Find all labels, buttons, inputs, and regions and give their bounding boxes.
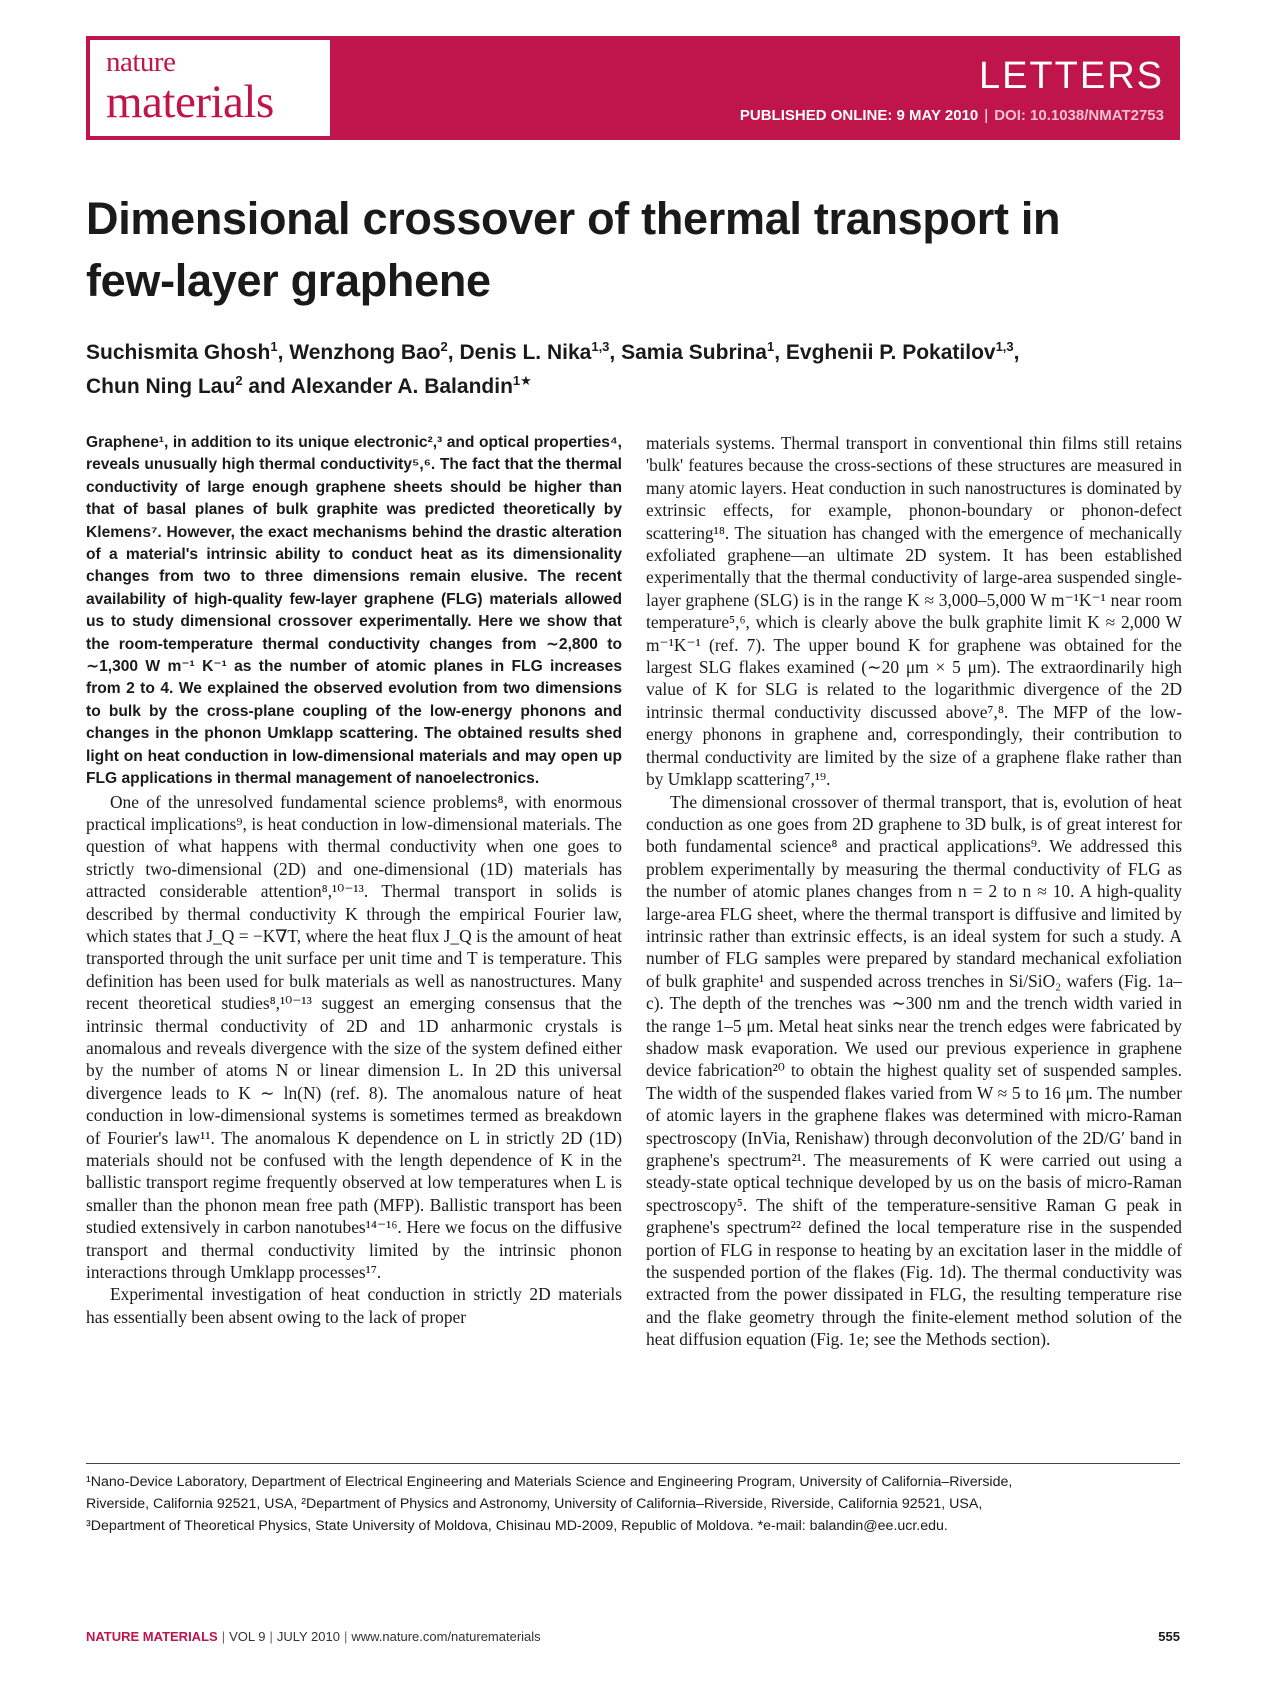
logo-word-materials: materials xyxy=(106,76,274,128)
author-name: Wenzhong Bao xyxy=(289,341,441,364)
text-column-right xyxy=(646,432,1182,1351)
body-paragraph: materials systems. Thermal transport in conventional thin films still retains 'bulk' features because the cross-sections of these structures are measured in many atomic layers. Heat conduction in such nanostructures is dominated by extrinsic effects, for example, phonon-boundary or phonon-defect scattering¹⁸. The situation has changed with the emergence of mechanically exfoliated graphene—an ultimate 2D system. It has been established experimentally that the thermal conductivity of large-area suspended single-layer graphene (SLG) is in the range K ≈ 3,000–5,000 W m⁻¹K⁻¹ near room temperature⁵,⁶, which is clearly above the bulk graphite limit K ≈ 2,000 W m⁻¹K⁻¹ (ref. 7). The upper bound K for graphene was obtained for the largest SLG flakes examined (∼20 μm × 5 μm). The extraordinarily high value of K for SLG is related to the logarithmic divergence of the 2D intrinsic thermal conductivity discussed above⁷,⁸. The MFP of the low-energy phonons in graphene and, correspondingly, their contribution to thermal conductivity are limited by the size of a graphene flake rather than by Umklapp scattering⁷,¹⁹. xyxy=(646,433,1182,790)
footer-separator: | xyxy=(269,1629,273,1644)
published-date: PUBLISHED ONLINE: 9 MAY 2010 xyxy=(739,107,979,124)
author-separator: and xyxy=(242,375,291,398)
author-affiliation: 1,3 xyxy=(995,339,1014,354)
text-column-left xyxy=(86,432,622,1328)
author-name: Evghenii P. Pokatilov xyxy=(785,341,996,364)
affiliation-line: ¹Nano-Device Laboratory, Department of Electrical Engineering and Materials Science and Engineering Program, University of California–Riverside, xyxy=(86,1474,1013,1490)
author-separator: , xyxy=(447,341,460,364)
page-number: 555 xyxy=(1158,1629,1180,1644)
abstract: Graphene¹, in addition to its unique electronic²,³ and optical properties⁴, reveals unusually high thermal conductivity⁵,⁶. The fact that the thermal conductivity of large enough graphene sheets should be higher than that of basal planes of bulk graphite was predicted theoretically by Klemens⁷. However, the exact mechanisms behind the drastic alteration of a material's intrinsic ability to conduct heat as its dimensionality changes from two to three dimensions remain elusive. The recent availability of high-quality few-layer graphene (FLG) materials allowed us to study dimensional crossover experimentally. Here we show that the room-temperature thermal conductivity changes from ∼2,800 to ∼1,300 W m⁻¹ K⁻¹ as the number of atomic planes in FLG increases from 2 to 4. We explained the observed evolution from two dimensions to bulk by the cross-plane coupling of the low-energy phonons and changes in the phonon Umklapp scattering. The obtained results shed light on heat conduction in low-dimensional materials and may open up FLG applications in thermal management of nanoelectronics. xyxy=(86,434,622,788)
author-separator: , xyxy=(1013,341,1020,364)
author-name: Alexander A. Balandin xyxy=(290,375,513,398)
footer-journal: NATURE MATERIALS xyxy=(86,1629,218,1644)
author-name: Denis L. Nika xyxy=(459,341,592,364)
author-name: Chun Ning Lau xyxy=(86,375,236,398)
author-separator: , xyxy=(609,341,622,364)
body-paragraph: Experimental investigation of heat conduction in strictly 2D materials has essentially been absent owing to the lack of proper xyxy=(86,1284,622,1327)
author-affiliation: 1 xyxy=(270,339,278,354)
affiliation-line: Riverside, California 92521, USA, ²Department of Physics and Astronomy, University of California–Riverside, Riverside, California 92521, USA, xyxy=(86,1496,983,1512)
section-label: LETTERS xyxy=(978,55,1164,97)
footer-separator: | xyxy=(343,1629,348,1644)
author-list xyxy=(86,336,1126,404)
footer-separator: | xyxy=(221,1629,226,1644)
author-affiliation: 1,3 xyxy=(591,339,610,354)
author-name: Samia Subrina xyxy=(621,341,767,364)
author-affiliation: 2 xyxy=(235,373,243,388)
author-affiliation: 2 xyxy=(440,339,448,354)
author-name: Suchismita Ghosh xyxy=(86,341,271,364)
author-affiliation: 1★ xyxy=(512,373,532,388)
body-paragraph: The dimensional crossover of thermal transport, that is, evolution of heat conduction as one goes from 2D graphene to 3D bulk, is of great interest for both fundamental science⁸ and practical applications⁹. We addressed this problem experimentally by measuring the thermal conductivity of FLG as the number of atomic planes changes from n = 2 to n ≈ 10. A high-quality large-area FLG sheet, where the thermal transport is diffusive and limited by intrinsic rather than extrinsic effects, is an ideal system for such a study. A number of FLG samples were prepared by standard mechanical exfoliation of bulk graphite¹ and suspended across trenches in Si/SiO₂ wafers (Fig. 1a–c). The depth of the trenches was ∼300 nm and the trench width varied in the range 1–5 μm. Metal heat sinks near the trench edges were fabricated by shadow mask evaporation. We used our previous experience in graphene device fabrication²⁰ to obtain the highest quality set of suspended samples. The width of the suspended flakes varied from W ≈ 5 to 16 μm. The number of atomic layers in the graphene flakes was determined with micro-Raman spectroscopy (InVia, Renishaw) through deconvolution of the 2D/G′ band in graphene's spectrum²¹. The measurements of K were carried out using a steady-state optical technique developed by us on the basis of micro-Raman spectroscopy⁵. The shift of the temperature-sensitive Raman G peak in graphene's spectrum²² defined the local temperature rise in the suspended portion of FLG in response to heating by an excitation laser in the middle of the suspended portion of the flakes (Fig. 1d). The thermal conductivity was extracted from the power dissipated in FLG, the resulting temperature rise and the flake geometry through the finite-element method solution of the heat diffusion equation (Fig. 1e; see the Methods section). xyxy=(646,791,1182,1350)
page-footer xyxy=(86,1628,1180,1646)
footnote-divider xyxy=(86,1463,1180,1464)
title-line-1: Dimensional crossover of thermal transport in xyxy=(86,193,1061,244)
publication-info xyxy=(740,106,1164,126)
doi-link[interactable]: DOI: 10.1038/NMAT2753 xyxy=(994,107,1164,124)
author-separator: , xyxy=(774,341,786,364)
author-affiliation: 1 xyxy=(766,339,775,354)
author-separator: , xyxy=(277,341,290,364)
affiliation-line: ³Department of Theoretical Physics, State University of Moldova, Chisinau MD-2009, Republic of Moldova. *e-mail: balandin@ee.ucr.edu. xyxy=(86,1518,948,1534)
footer-url[interactable]: www.nature.com/naturematerials xyxy=(351,1629,541,1644)
footer-volume: VOL 9 xyxy=(229,1629,266,1644)
footer-issue: JULY 2010 xyxy=(276,1629,340,1644)
pubinfo-separator: | xyxy=(984,107,989,124)
article-title xyxy=(86,188,1086,312)
body-paragraph: One of the unresolved fundamental science problems⁸, with enormous practical implications⁹, is heat conduction in low-dimensional materials. The question of what happens with thermal conductivity when one goes to strictly two-dimensional (2D) and one-dimensional (1D) materials has attracted considerable attention⁸,¹⁰⁻¹³. Thermal transport in solids is described by thermal conductivity K through the empirical Fourier law, which states that J_Q = −K∇T, where the heat flux J_Q is the amount of heat transported through the unit surface per unit time and T is temperature. This definition has been used for bulk materials as well as nanostructures. Many recent theoretical studies⁸,¹⁰⁻¹³ suggest an emerging consensus that the intrinsic thermal conductivity of 2D and 1D anharmonic crystals is anomalous and reveals divergence with the size of the system defined either by the number of atoms N or linear dimension L. In 2D this universal divergence leads to K ∼ ln(N) (ref. 8). The anomalous nature of heat conduction in low-dimensional systems is sometimes termed as breakdown of Fourier's law¹¹. The anomalous K dependence on L in strictly 2D (1D) materials should not be confused with the length dependence of K in the ballistic transport regime frequently observed at low temperatures when L is smaller than the phonon mean free path (MFP). Ballistic transport has been studied extensively in carbon nanotubes¹⁴⁻¹⁶. Here we focus on the diffusive transport and thermal conductivity limited by the intrinsic phonon interactions through Umklapp processes¹⁷. xyxy=(86,791,622,1283)
logo-word-nature: nature xyxy=(106,46,176,78)
affiliations xyxy=(86,1471,1180,1537)
title-line-2: few-layer graphene xyxy=(86,255,491,306)
